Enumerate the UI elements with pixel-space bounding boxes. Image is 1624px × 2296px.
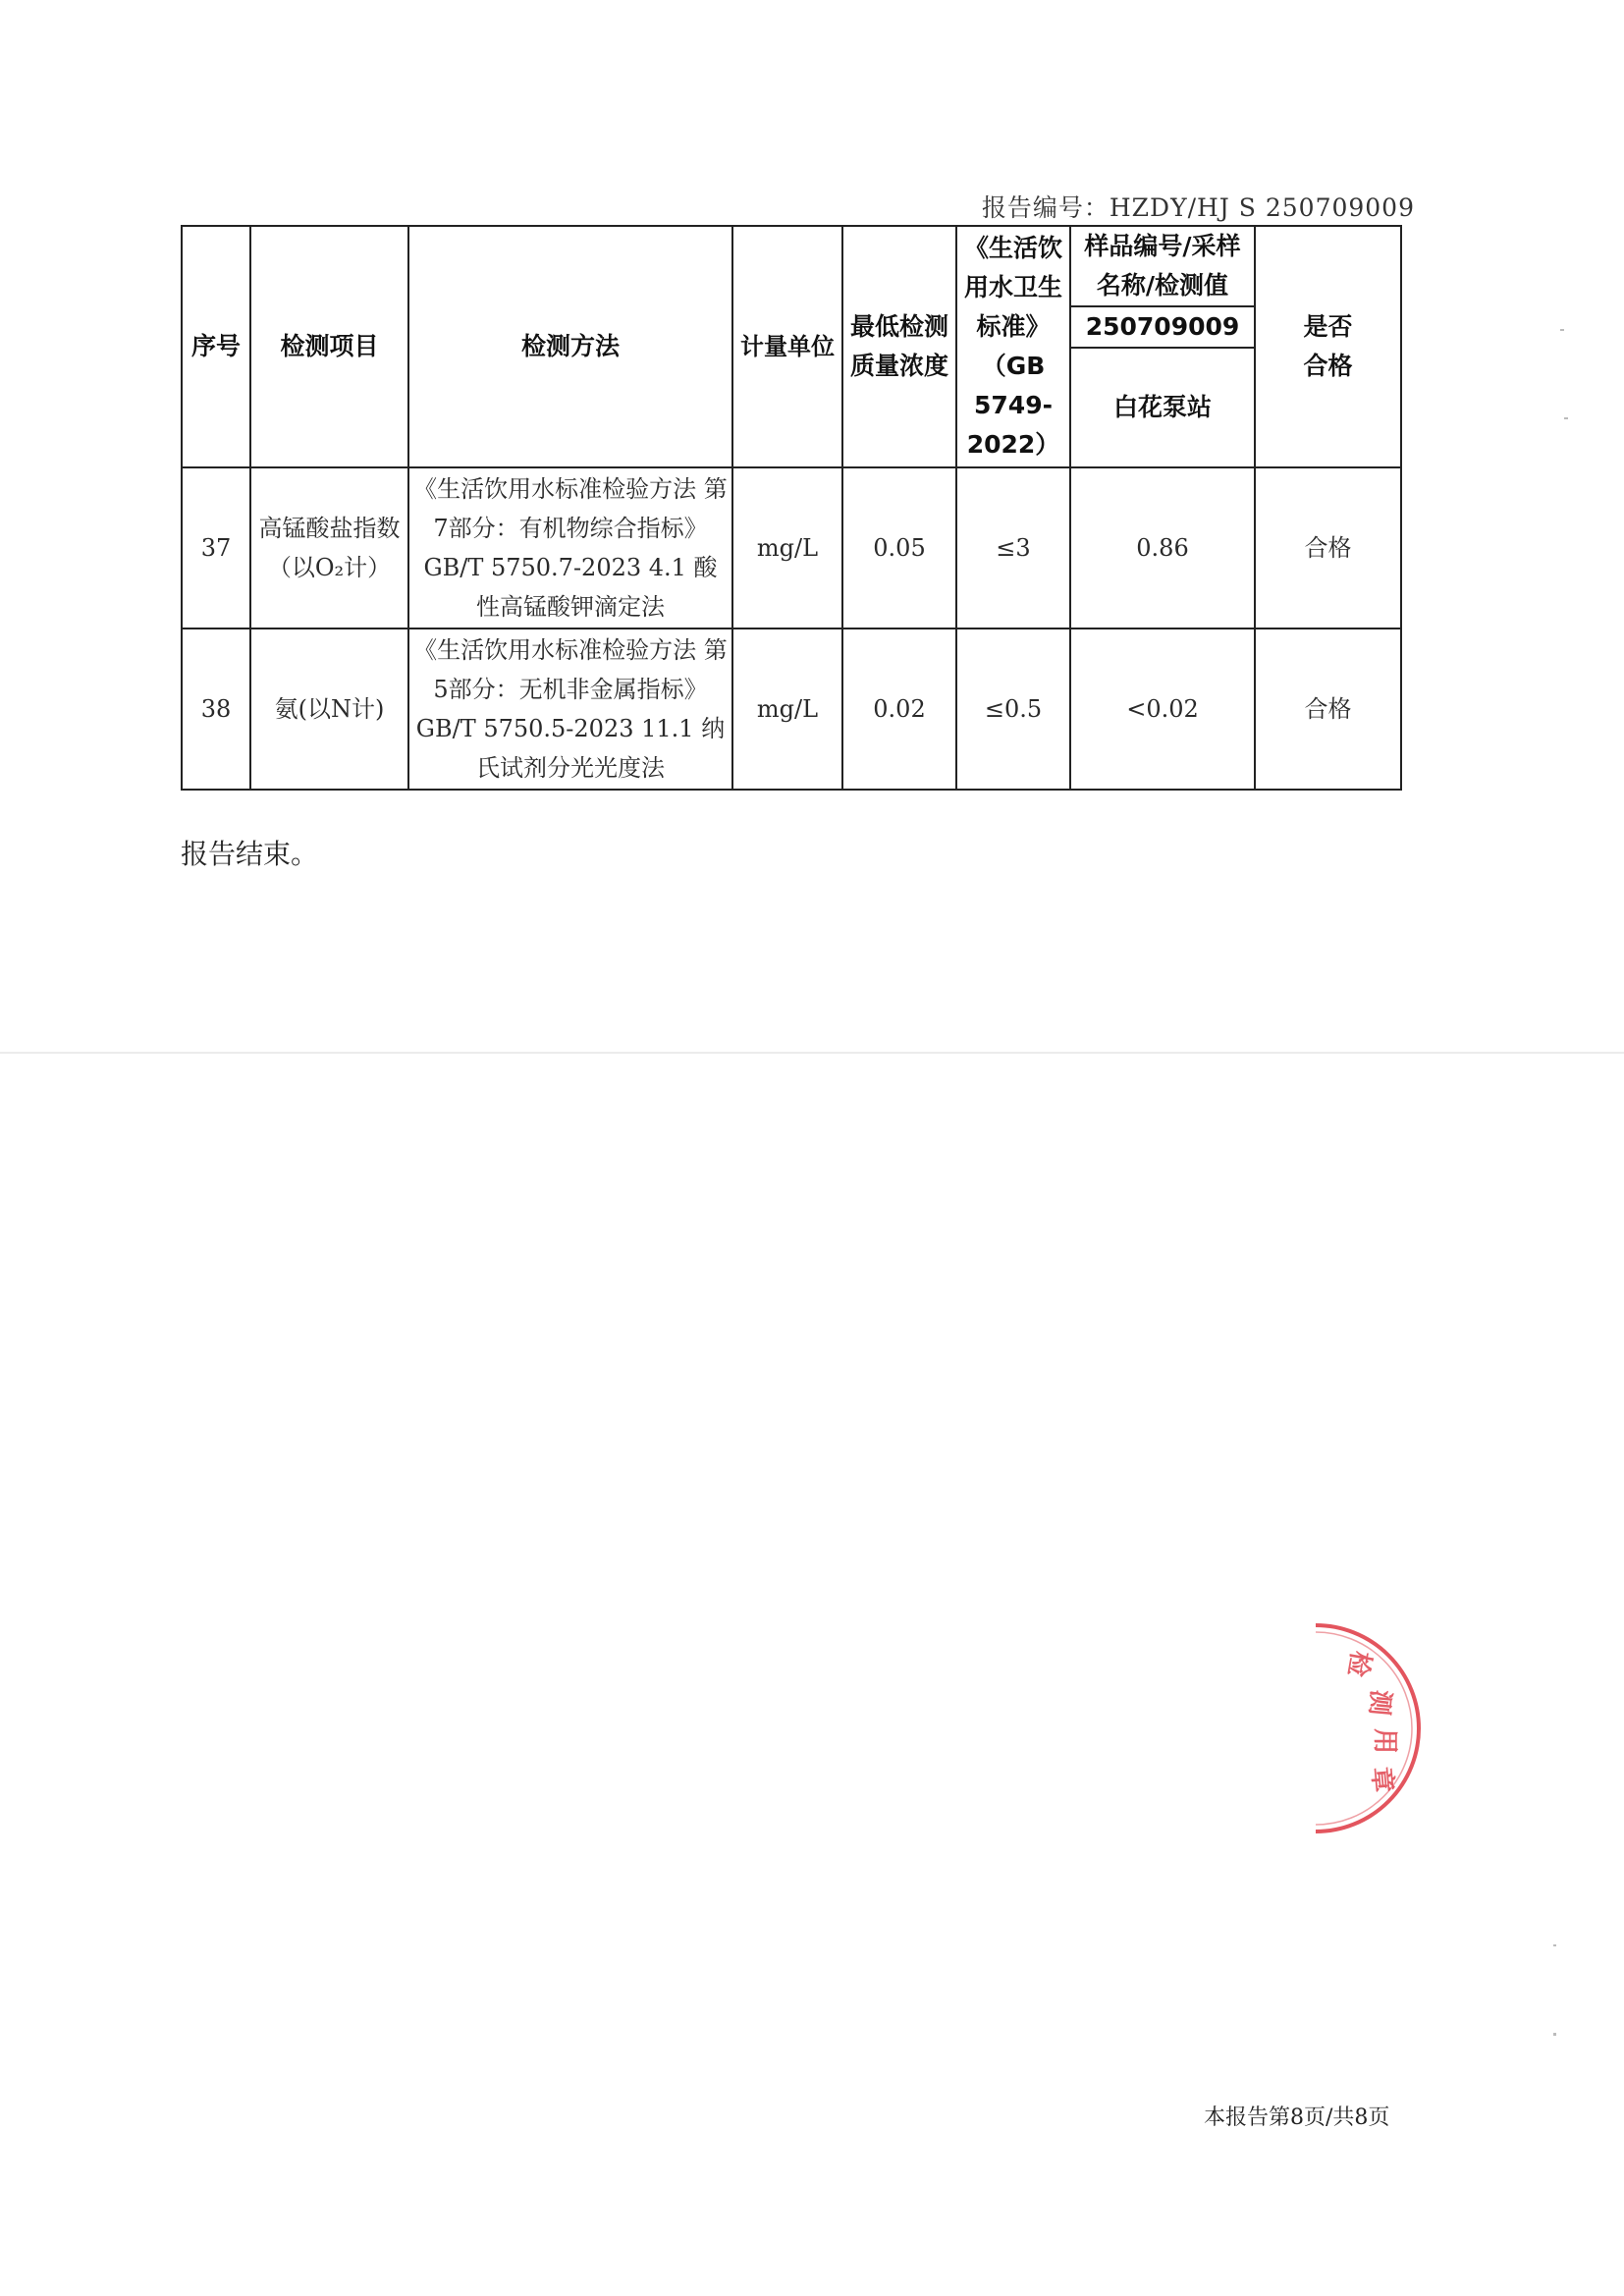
cell-item: 高锰酸盐指数（以O₂计） xyxy=(250,467,408,629)
seal-icon xyxy=(1316,1581,1551,1876)
cell-standard: ≤3 xyxy=(956,467,1070,629)
cell-value: <0.02 xyxy=(1070,629,1255,790)
table-row xyxy=(182,629,1401,790)
report-number: 报告编号：HZDY/HJ S 250709009 xyxy=(981,193,1415,222)
cell-method: 《生活饮用水标准检验方法 第5部分：无机非金属指标》GB/T 5750.5-2023 11.1 纳氏试剂分光光度法 xyxy=(408,629,732,790)
cell-unit: mg/L xyxy=(732,467,842,629)
header-method: 检测方法 xyxy=(408,226,732,467)
cell-qualified: 合格 xyxy=(1255,629,1401,790)
header-qualified: 是否合格 xyxy=(1255,226,1401,467)
cell-standard: ≤0.5 xyxy=(956,629,1070,790)
scan-speck xyxy=(1564,417,1568,419)
page-number: 本报告第8页/共8页 xyxy=(1204,2105,1390,2130)
header-item: 检测项目 xyxy=(250,226,408,467)
header-standard: 《生活饮用水卫生标准》（GB 5749-2022） xyxy=(956,226,1070,467)
seal-char: 测 xyxy=(1363,1688,1395,1717)
header-sample-name: 白花泵站 xyxy=(1070,348,1255,467)
scan-seam-divider xyxy=(0,1052,1624,1054)
cell-seq: 37 xyxy=(182,467,250,629)
scan-speck xyxy=(1553,1944,1556,1946)
cell-min-conc: 0.02 xyxy=(842,629,956,790)
header-min-conc: 最低检测质量浓度 xyxy=(842,226,956,467)
cell-method: 《生活饮用水标准检验方法 第7部分：有机物综合指标》GB/T 5750.7-2023 4.1 酸性高锰酸钾滴定法 xyxy=(408,467,732,629)
seal-char: 用 xyxy=(1370,1728,1399,1755)
header-sample-group: 样品编号/采样名称/检测值 xyxy=(1070,226,1255,306)
header-sample-id: 250709009 xyxy=(1070,306,1255,348)
seal-char: 章 xyxy=(1366,1765,1398,1794)
cell-item: 氨(以N计) xyxy=(250,629,408,790)
results-table xyxy=(181,225,1402,791)
table-row xyxy=(182,467,1401,629)
cell-qualified: 合格 xyxy=(1255,467,1401,629)
cell-value: 0.86 xyxy=(1070,467,1255,629)
report-end-text: 报告结束。 xyxy=(181,838,319,870)
cell-seq: 38 xyxy=(182,629,250,790)
cell-min-conc: 0.05 xyxy=(842,467,956,629)
seal-char: 检 xyxy=(1341,1648,1376,1679)
scan-speck xyxy=(1553,2033,1556,2036)
official-seal-stamp xyxy=(1316,1581,1551,1876)
header-unit: 计量单位 xyxy=(732,226,842,467)
header-row xyxy=(182,226,1401,306)
header-seq: 序号 xyxy=(182,226,250,467)
cell-unit: mg/L xyxy=(732,629,842,790)
scan-speck xyxy=(1560,329,1564,331)
